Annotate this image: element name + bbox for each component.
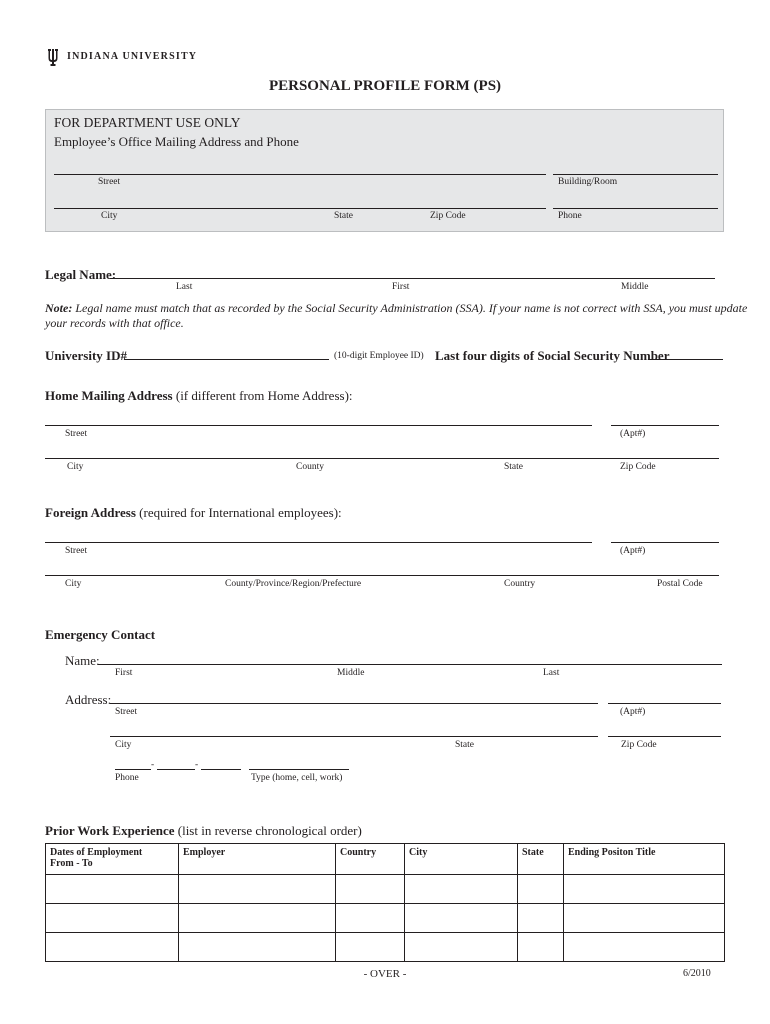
- home-address-heading: [45, 388, 353, 404]
- table-cell[interactable]: [179, 904, 336, 933]
- emergency-first-label: First: [115, 668, 133, 678]
- emergency-city-field[interactable]: [110, 736, 598, 737]
- table-cell[interactable]: [336, 933, 405, 962]
- foreign-address-heading: [45, 505, 342, 521]
- university-id-label: University ID#: [45, 348, 127, 363]
- iu-trident-logo: [45, 47, 61, 67]
- ssn-label: Last four digits of Social Security Number: [435, 348, 670, 363]
- home-street-field[interactable]: [45, 425, 592, 426]
- foreign-city-label: City: [65, 579, 82, 589]
- ssn-field[interactable]: [648, 359, 723, 360]
- foreign-city-field[interactable]: [45, 575, 719, 576]
- work-heading-label: Prior Work Experience: [45, 823, 175, 838]
- emergency-zip-field[interactable]: [608, 736, 721, 737]
- table-cell[interactable]: [179, 875, 336, 904]
- table-cell[interactable]: [518, 875, 564, 904]
- table-cell[interactable]: [564, 875, 725, 904]
- emergency-city-label: City: [115, 740, 132, 750]
- table-row: [46, 933, 725, 962]
- col-state: State: [518, 844, 564, 875]
- home-city-label: City: [67, 462, 84, 472]
- revision-date: 6/2010: [683, 968, 711, 979]
- emergency-phone-label: Phone: [115, 773, 139, 783]
- dept-street-field[interactable]: [54, 174, 546, 175]
- legal-first-label: First: [392, 282, 410, 292]
- home-apt-field[interactable]: [611, 425, 719, 426]
- emergency-name-label: Name:: [65, 653, 100, 668]
- work-history-table: [45, 843, 725, 962]
- table-row: [46, 875, 725, 904]
- note-text-line2: your records with that office.: [45, 316, 184, 330]
- table-cell[interactable]: [179, 933, 336, 962]
- table-cell[interactable]: [405, 904, 518, 933]
- phone-dash-2: -: [195, 760, 199, 770]
- dept-street-label: Street: [98, 177, 121, 187]
- foreign-street-field[interactable]: [45, 542, 592, 543]
- foreign-apt-label: (Apt#): [620, 546, 646, 556]
- foreign-country-label: Country: [504, 579, 536, 589]
- table-cell[interactable]: [518, 904, 564, 933]
- emergency-apt-field[interactable]: [608, 703, 721, 704]
- col-city: City: [405, 844, 518, 875]
- emergency-type-label: Type (home, cell, work): [251, 773, 343, 783]
- table-row: [46, 904, 725, 933]
- col-title: Ending Positon Title: [564, 844, 725, 875]
- dept-building-label: Building/Room: [558, 177, 618, 187]
- table-cell[interactable]: [405, 933, 518, 962]
- home-county-label: County: [296, 462, 324, 472]
- phone-prefix-field[interactable]: [157, 769, 195, 770]
- emergency-street-field[interactable]: [110, 703, 598, 704]
- legal-middle-label: Middle: [621, 282, 649, 292]
- legal-name-field[interactable]: [110, 278, 715, 279]
- home-zip-label: Zip Code: [620, 462, 656, 472]
- form-title: PERSONAL PROFILE FORM (PS): [268, 78, 502, 94]
- emergency-heading: Emergency Contact: [45, 627, 156, 642]
- emergency-apt-label: (Apt#): [620, 707, 646, 717]
- emergency-zip-label: Zip Code: [621, 740, 657, 750]
- dept-heading: FOR DEPARTMENT USE ONLY: [54, 115, 241, 130]
- table-cell[interactable]: [46, 933, 179, 962]
- dept-building-field[interactable]: [553, 174, 718, 175]
- col-employer: Employer: [179, 844, 336, 875]
- table-cell[interactable]: [336, 875, 405, 904]
- phone-type-field[interactable]: [249, 769, 349, 770]
- foreign-postal-label: Postal Code: [657, 579, 703, 589]
- university-id-field[interactable]: [124, 359, 329, 360]
- note-text-line1: Legal name must match that as recorded by the Social Security Administration (SSA). If your name is not correct with SSA, you must update: [75, 301, 748, 315]
- foreign-apt-field[interactable]: [611, 542, 719, 543]
- emergency-last-label: Last: [543, 668, 560, 678]
- university-id-hint: (10-digit Employee ID): [334, 351, 424, 361]
- dept-city-label: City: [101, 211, 118, 221]
- emergency-middle-label: Middle: [337, 668, 365, 678]
- foreign-address-label: Foreign Address: [45, 505, 136, 520]
- foreign-street-label: Street: [65, 546, 88, 556]
- phone-dash-1: -: [151, 760, 155, 770]
- table-cell[interactable]: [518, 933, 564, 962]
- home-address-hint: (if different from Home Address):: [175, 388, 353, 403]
- emergency-address-label: Address:: [65, 692, 112, 707]
- university-name: INDIANA UNIVERSITY: [67, 51, 198, 62]
- over-label: - OVER -: [363, 968, 407, 980]
- work-heading-hint: (list in reverse chronological order): [177, 823, 362, 838]
- table-cell[interactable]: [46, 904, 179, 933]
- home-apt-label: (Apt#): [620, 429, 646, 439]
- legal-name-note: [45, 301, 747, 316]
- legal-last-label: Last: [176, 282, 193, 292]
- home-state-label: State: [504, 462, 523, 472]
- emergency-street-label: Street: [115, 707, 138, 717]
- foreign-county-label: County/Province/Region/Prefecture: [225, 579, 362, 589]
- dept-phone-label: Phone: [558, 211, 582, 221]
- col-dates: Dates of Employment From - To: [46, 844, 179, 875]
- dept-zip-label: Zip Code: [430, 211, 466, 221]
- foreign-address-hint: (required for International employees):: [139, 505, 342, 520]
- emergency-name-field[interactable]: [98, 664, 722, 665]
- home-city-field[interactable]: [45, 458, 719, 459]
- table-cell[interactable]: [46, 875, 179, 904]
- legal-name-label: Legal Name:: [45, 267, 117, 282]
- dept-phone-field[interactable]: [553, 208, 718, 209]
- table-cell[interactable]: [336, 904, 405, 933]
- table-cell[interactable]: [564, 933, 725, 962]
- col-country: Country: [336, 844, 405, 875]
- phone-area-field[interactable]: [115, 769, 151, 770]
- note-label: Note:: [45, 301, 73, 315]
- table-cell[interactable]: [564, 904, 725, 933]
- dept-city-field[interactable]: [54, 208, 546, 209]
- table-header-row: [46, 844, 725, 875]
- home-address-label: Home Mailing Address: [45, 388, 173, 403]
- home-street-label: Street: [65, 429, 88, 439]
- phone-line-field[interactable]: [201, 769, 241, 770]
- table-cell[interactable]: [405, 875, 518, 904]
- dept-subheading: Employee’s Office Mailing Address and Phone: [54, 134, 299, 149]
- dept-state-label: State: [334, 211, 353, 221]
- work-heading: [45, 823, 362, 839]
- emergency-state-label: State: [455, 740, 474, 750]
